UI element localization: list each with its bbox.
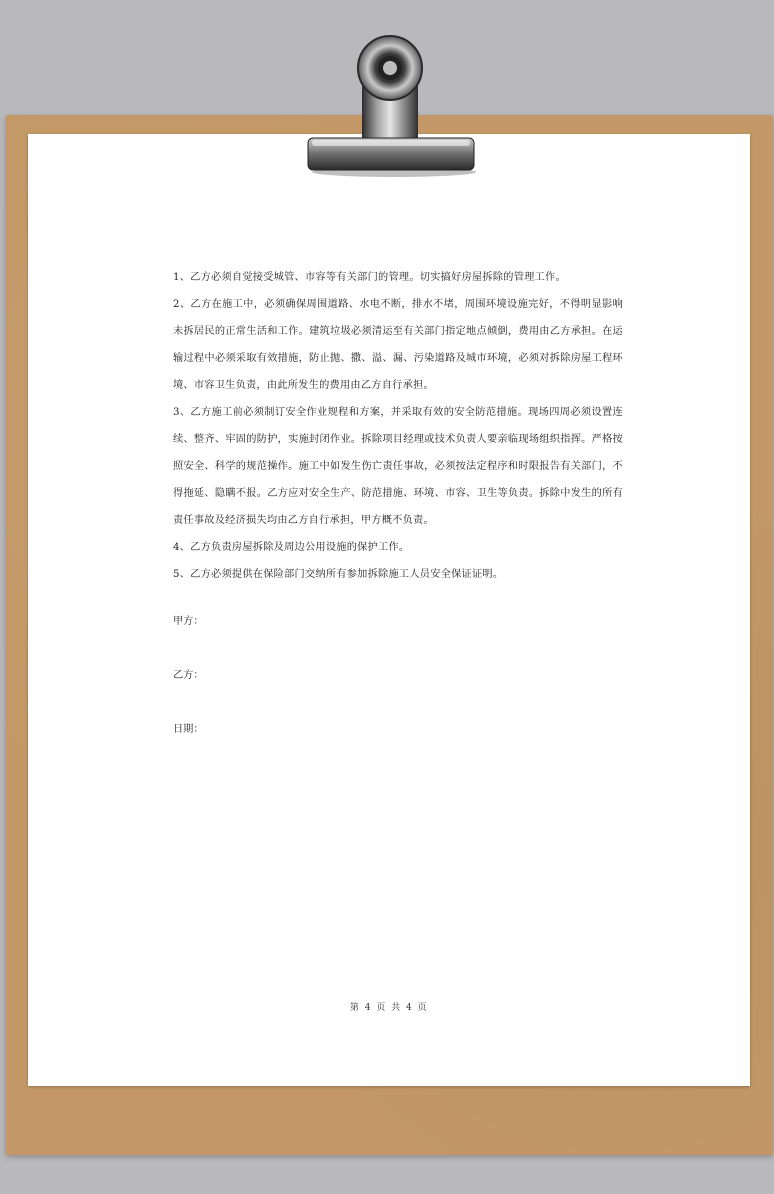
clause-2: 2、乙方在施工中，必须确保周围道路、水电不断，排水不堵，周围环境设施完好，不得明显影响未拆居民的正常生活和工作。建筑垃圾必须清运至有关部门指定地点倾倒，费用由乙方承担。在运输过程中必须采取有效措施，防止抛、撒、溢、漏、污染道路及城市环境，必须对拆除房屋工程环境、市容卫生负责，由此所发生的费用由乙方自行承担。 bbox=[173, 299, 623, 391]
page-number-footer: 第 4 页 共 4 页 bbox=[349, 1003, 429, 1013]
party-b-signature-label: 乙方： bbox=[173, 670, 204, 681]
party-a-signature-label: 甲方： bbox=[173, 616, 204, 627]
date-signature-label: 日期： bbox=[173, 724, 204, 735]
document-body bbox=[173, 264, 623, 588]
binder-clip-icon bbox=[304, 26, 476, 178]
clause-5: 5、乙方必须提供在保险部门交纳所有参加拆除施工人员安全保证证明。 bbox=[173, 569, 504, 580]
document-page bbox=[28, 134, 750, 1086]
clause-3: 3、乙方施工前必须制订安全作业规程和方案，并采取有效的安全防范措施。现场四周必须设置连续、整齐、牢固的防护，实施封闭作业。拆除项目经理或技术负责人要亲临现场组织指挥。严格按照安全、科学的规范操作。施工中如发生伤亡责任事故，必须按法定程序和时限报告有关部门，不得拖延、隐瞒不报。乙方应对安全生产、防范措施、环境、市容、卫生等负责。拆除中发生的所有责任事故及经济损失均由乙方自行承担，甲方概不负责。 bbox=[173, 407, 623, 526]
clause-4: 4、乙方负责房屋拆除及周边公用设施的保护工作。 bbox=[173, 542, 410, 553]
clause-1: 1、乙方必须自觉接受城管、市容等有关部门的管理。切实搞好房屋拆除的管理工作。 bbox=[173, 272, 566, 283]
